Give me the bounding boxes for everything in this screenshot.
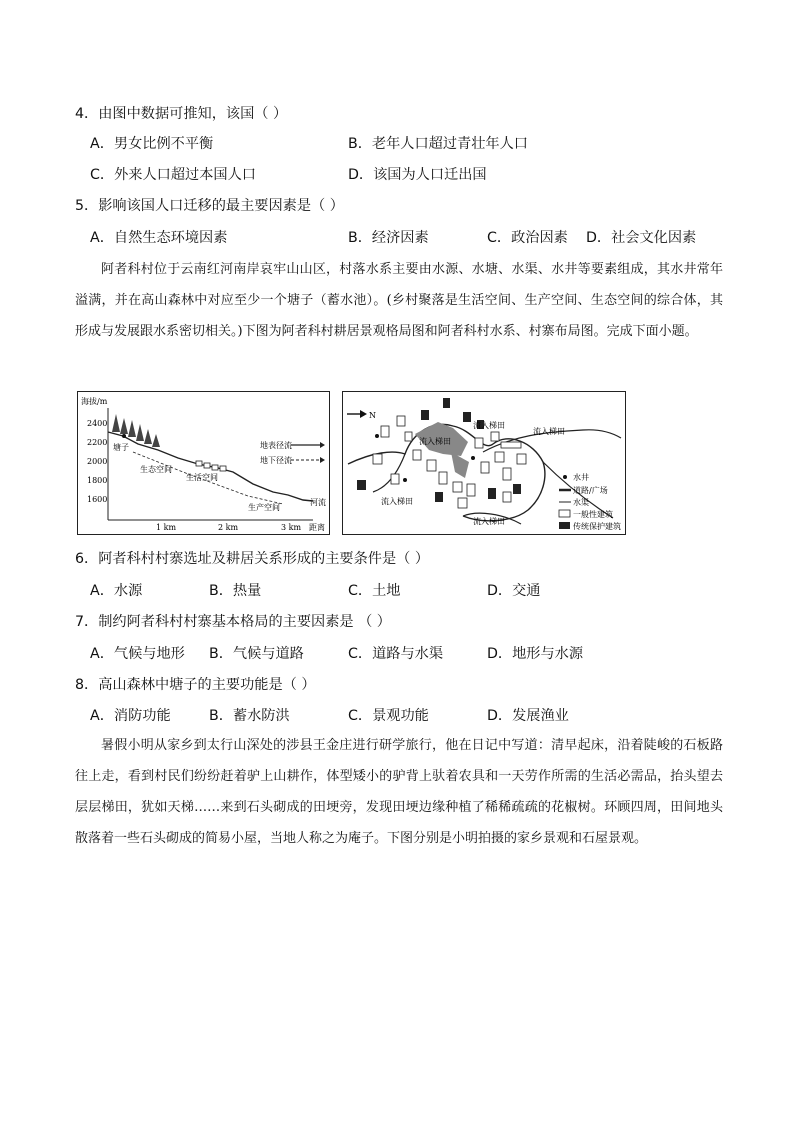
label-prod-space: 生产空间	[248, 503, 280, 512]
q6-option-b: B．热量	[209, 583, 262, 599]
xtick-1km: 1 km	[156, 523, 177, 532]
profile-svg	[78, 392, 329, 534]
xtick-3km: 3 km	[281, 523, 302, 532]
xtick-2km: 2 km	[218, 523, 239, 532]
legend-channel: 水渠	[573, 498, 589, 507]
north-label: N	[369, 411, 376, 420]
legend-underground-runoff: 地下径流	[260, 456, 292, 465]
q4-option-a: A．男女比例不平衡	[90, 136, 214, 152]
legend-general: 一般性建筑	[573, 510, 613, 519]
terrace-label-5: 流入梯田	[473, 517, 505, 526]
q6-option-a: A．水源	[90, 583, 143, 599]
figure-landscape-profile	[77, 391, 330, 535]
q7-option-d: D．地形与水源	[487, 646, 584, 662]
terrace-label-3: 流入梯田	[533, 427, 565, 436]
q5-option-d: D．社会文化因素	[586, 230, 697, 246]
label-eco-space: 生态空间	[140, 465, 172, 474]
label-pond: 塘子	[113, 443, 129, 452]
legend-traditional: 传统保护建筑	[573, 522, 621, 531]
legend-road: 道路/广场	[573, 486, 608, 495]
terrace-label-4: 流入梯田	[381, 497, 413, 506]
question-7-stem: 7．制约阿者科村村寨基本格局的主要因素是 （ ）	[75, 614, 391, 630]
profile-ylabel: 海拔/m	[81, 397, 108, 406]
q8-option-c: C．景观功能	[348, 708, 429, 724]
profile-xlabel: 距离	[309, 523, 325, 532]
q5-option-b: B．经济因素	[348, 230, 429, 246]
q7-option-c: C．道路与水渠	[348, 646, 444, 662]
legend-well-icon	[563, 475, 567, 479]
north-arrowhead	[360, 410, 367, 418]
q4-option-d: D．该国为人口迁出国	[348, 167, 487, 183]
q7-option-b: B．气候与道路	[209, 646, 304, 662]
legend-underground-arrowhead	[320, 457, 325, 463]
q8-option-a: A．消防功能	[90, 708, 171, 724]
q8-option-b: B．蓄水防洪	[209, 708, 290, 724]
ytick-1600: 1600	[87, 495, 108, 504]
pond-marker	[122, 434, 126, 438]
passage-akezhe-village: 阿者科村位于云南红河南岸哀牢山山区，村落水系主要由水源、水塘、水渠、水井等要素组成，其水井常年溢满，并在高山森林中对应至少一个塘子（蓄水池）。(乡村聚落是生活空间、生产空间、生态空间的综合体，其形成与发展跟水系密切相关。)下图为阿者科村耕居景观格局图和阿者科村水系、村寨布局图。完成下面小题。	[75, 262, 723, 339]
legend-traditional-icon	[559, 522, 570, 529]
label-life-space: 生活空间	[186, 473, 218, 482]
q6-option-d: D．交通	[487, 583, 541, 599]
ytick-2400: 2400	[87, 419, 108, 428]
terrace-label-2: 流入梯田	[473, 421, 505, 430]
road-segment	[451, 452, 469, 478]
question-5-stem: 5．影响该国人口迁移的最主要因素是（ ）	[75, 198, 344, 214]
passage-wangjinzhuang-trip: 暑假小明从家乡到太行山深处的涉县王金庄进行研学旅行，他在日记中写道：清早起床，沿着陡峻的石板路往上走，看到村民们纷纷赶着驴上山耕作，体型矮小的驴背上驮着农具和一天劳作所需的生活必需品，抬头望去层层梯田，犹如天梯……来到石头砌成的田埂旁，发现田埂边缘种植了稀稀疏疏的花椒树。环顾四周，田间地头散落着一些石头砌成的简易小屋，当地人称之为庵子。下图分别是小明拍摄的家乡景观和石屋景观。	[75, 738, 723, 846]
q5-option-a: A．自然生态环境因素	[90, 230, 228, 246]
q4-option-c: C．外来人口超过本国人口	[90, 167, 256, 183]
layout-svg	[343, 392, 625, 534]
legend-surface-arrowhead	[320, 442, 325, 448]
label-river: 河流	[310, 498, 326, 507]
legend-well: 水井	[573, 473, 589, 482]
figure-village-layout	[342, 391, 626, 535]
legend-general-icon	[559, 510, 570, 517]
q5-option-c: C．政治因素	[487, 230, 568, 246]
question-8-stem: 8．高山森林中塘子的主要功能是（ ）	[75, 677, 316, 693]
terrace-label-1: 流入梯田	[419, 437, 451, 446]
legend-surface-runoff: 地表径流	[260, 441, 292, 450]
q4-option-b: B．老年人口超过青壮年人口	[348, 136, 528, 152]
ytick-2200: 2200	[87, 438, 108, 447]
ytick-2000: 2000	[87, 457, 108, 466]
ytick-1800: 1800	[87, 476, 108, 485]
question-4-stem: 4．由图中数据可推知，该国（ ）	[75, 106, 288, 122]
question-6-stem: 6．阿者科村村寨选址及耕居关系形成的主要条件是（ ）	[75, 551, 430, 567]
q8-option-d: D．发展渔业	[487, 708, 569, 724]
q6-option-c: C．土地	[348, 583, 401, 599]
q7-option-a: A．气候与地形	[90, 646, 185, 662]
